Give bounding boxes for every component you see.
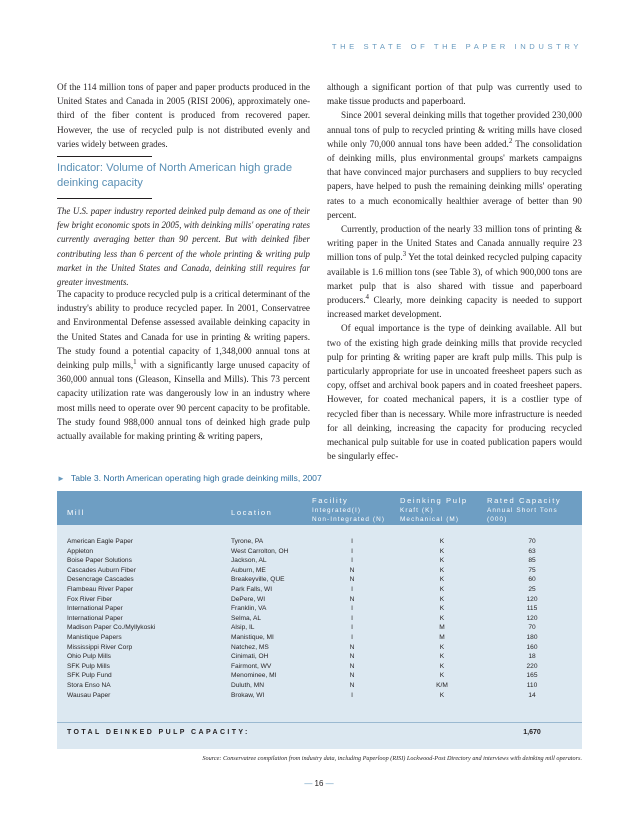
cell-location: Breakeyville, QUE bbox=[231, 576, 285, 584]
table-row bbox=[57, 585, 582, 595]
header-capacity-sub2: (000) bbox=[487, 516, 508, 523]
right-paragraph-2 bbox=[327, 108, 582, 222]
footnote-4: 4 bbox=[365, 292, 370, 301]
header-mill: Mill bbox=[67, 508, 85, 517]
cell-deinking: K bbox=[439, 614, 445, 622]
cell-facility: I bbox=[351, 624, 353, 632]
cell-facility: I bbox=[351, 557, 353, 565]
cell-mill: International Paper bbox=[67, 605, 123, 613]
page-number bbox=[0, 779, 638, 788]
table-row bbox=[57, 566, 582, 576]
right-p2-text-a: Since 2001 several deinking mills that together provided 230,000 annual tons of pulp to recycled printing & writing mills have closed while only 70,000 annual tons have been added. bbox=[327, 110, 582, 149]
cell-mill: Fox River Fiber bbox=[67, 595, 113, 603]
cell-facility: I bbox=[351, 605, 353, 613]
cell-capacity: 85 bbox=[528, 557, 536, 565]
cell-mill: Boise Paper Solutions bbox=[67, 557, 132, 565]
indicator-summary: The U.S. paper industry reported deinked pulp demand as one of their few bright economic spots in 2005, with deinking mills' operating rates currently averaging better than 90 percent. But with deinked fiber contributing less than 6 percent of the whole printing & writing pulp market in the United States and Canada, deinking still requires far greater investments. bbox=[57, 206, 310, 288]
table-row bbox=[57, 604, 582, 614]
footnote-1: 1 bbox=[133, 357, 137, 366]
right-paragraph-1: although a significant portion of that pulp was currently used to make tissue products and paperboard. bbox=[327, 82, 582, 107]
cell-mill: Stora Enso NA bbox=[67, 681, 111, 689]
table-row bbox=[57, 623, 582, 633]
header-facility bbox=[312, 496, 385, 525]
cell-facility: I bbox=[351, 691, 353, 699]
cell-location: West Carrolton, OH bbox=[231, 547, 289, 555]
cell-capacity: 60 bbox=[528, 576, 536, 584]
table-row bbox=[57, 595, 582, 605]
right-p2-text-b: The consolidation of deinking mills, plus environmental groups' markets campaigns that have convinced major purchasers and suppliers to buy recycled papers, have helped to push the remaining deinking mills' operating rates to a much economically healthier average of better than 90 percent. bbox=[327, 138, 582, 220]
cell-facility: N bbox=[349, 595, 355, 603]
cell-facility: N bbox=[349, 643, 355, 651]
right-column bbox=[327, 80, 582, 463]
cell-mill: Wausau Paper bbox=[67, 691, 111, 699]
cell-capacity: 75 bbox=[528, 566, 536, 574]
cell-facility: I bbox=[351, 633, 353, 641]
cell-location: Tyrone, PA bbox=[231, 538, 264, 545]
cell-capacity: 115 bbox=[526, 605, 538, 613]
cell-capacity: 180 bbox=[526, 633, 538, 641]
intro-text: Of the 114 million tons of paper and paper products produced in the United States and Canada in 2005 (RISI 2006), approximately one-third of the fiber content is produced from recovered paper. However, the use of recycled pulp is not distributed evenly and varies widely between grades. bbox=[57, 82, 310, 149]
cell-location: Duluth, MN bbox=[231, 681, 264, 689]
cell-capacity: 160 bbox=[526, 643, 538, 651]
cell-facility: N bbox=[349, 662, 355, 670]
left-body-paragraph bbox=[57, 287, 310, 443]
table-row bbox=[57, 537, 582, 547]
cell-location: Franklin, VA bbox=[231, 605, 267, 613]
table-row bbox=[57, 575, 582, 585]
table-row bbox=[57, 643, 582, 653]
cell-facility: I bbox=[351, 538, 353, 545]
cell-deinking: K/M bbox=[436, 681, 448, 689]
cell-capacity: 18 bbox=[528, 653, 536, 661]
footnote-2: 2 bbox=[508, 136, 513, 145]
table-caption-text: Table 3. North American operating high grade deinking mills, 2007 bbox=[70, 473, 322, 483]
cell-capacity: 63 bbox=[528, 547, 536, 555]
cell-capacity: 120 bbox=[526, 614, 538, 622]
footnote-3: 3 bbox=[402, 250, 407, 259]
header-capacity-sub1: Annual Short Tons bbox=[487, 506, 558, 514]
cell-facility: N bbox=[349, 566, 355, 574]
cell-capacity: 120 bbox=[526, 595, 538, 603]
cell-mill: American Eagle Paper bbox=[67, 538, 133, 545]
cell-location: Auburn, ME bbox=[231, 566, 266, 574]
cell-capacity: 110 bbox=[526, 681, 538, 689]
right-p3-text-b: Yet the total deinked recycled pulping capacity available is 1.6 million tons (see Table 3), of which 900,000 tons are market pulp that is also shared with tissue and paperboard producers. bbox=[327, 252, 582, 306]
cell-facility: N bbox=[349, 672, 355, 680]
total-label: TOTAL DEINKED PULP CAPACITY: bbox=[67, 729, 250, 736]
table-row bbox=[57, 652, 582, 662]
cell-deinking: K bbox=[439, 605, 445, 613]
cell-mill: Desencrage Cascades bbox=[67, 576, 134, 584]
page-number-right-dash: — bbox=[323, 779, 334, 788]
table-row bbox=[57, 614, 582, 624]
cell-facility: N bbox=[349, 576, 355, 584]
table-row bbox=[57, 556, 582, 566]
cell-mill: Ohio Pulp Mills bbox=[67, 653, 111, 661]
cell-deinking: M bbox=[439, 624, 445, 632]
cell-location: Park Falls, WI bbox=[231, 585, 273, 593]
table-row bbox=[57, 691, 582, 701]
cell-deinking: K bbox=[439, 662, 445, 670]
indicator-bottom-rule bbox=[57, 198, 152, 199]
table-row bbox=[57, 662, 582, 672]
cell-deinking: M bbox=[439, 633, 445, 641]
table-source-note: Source: Conservatree compilation from industry data, including Paperloop (RISI) Lockwood-Post Directory and interviews with deinking mill operators. bbox=[202, 755, 582, 762]
page-number-left-dash: — bbox=[304, 779, 315, 788]
cell-mill: Appleton bbox=[67, 547, 94, 555]
page-number-value: 16 bbox=[314, 779, 324, 788]
header-deinking-sub1: Kraft (K) bbox=[400, 506, 434, 514]
cell-facility: I bbox=[351, 547, 353, 555]
header-capacity-title: Rated Capacity bbox=[487, 496, 562, 505]
header-deinking-sub2: Mechanical (M) bbox=[400, 516, 460, 523]
cell-capacity: 220 bbox=[526, 662, 538, 670]
cell-location: Fairmont, WV bbox=[231, 662, 272, 670]
cell-location: Cinimati, OH bbox=[231, 653, 269, 661]
header-facility-title: Facility bbox=[312, 496, 349, 505]
cell-capacity: 70 bbox=[528, 624, 536, 632]
table-caption bbox=[57, 473, 322, 483]
cell-mill: Cascades Auburn Fiber bbox=[67, 566, 136, 574]
total-divider bbox=[57, 722, 582, 723]
cell-location: Menominee, MI bbox=[231, 672, 277, 680]
cell-deinking: K bbox=[439, 595, 445, 603]
cell-mill: SFK Pulp Mills bbox=[67, 662, 110, 670]
right-p3-text-c: Clearly, more deinking capacity is needed to support increased market development. bbox=[327, 295, 582, 320]
table-row bbox=[57, 681, 582, 691]
header-deinking-title: Deinking Pulp bbox=[400, 496, 468, 505]
header-facility-sub2: Non-Integrated (N) bbox=[312, 516, 386, 523]
table-row bbox=[57, 547, 582, 557]
running-head: THE STATE OF THE PAPER INDUSTRY bbox=[331, 42, 582, 51]
cell-mill: Flambeau River Paper bbox=[67, 585, 133, 593]
cell-mill: Mississippi River Corp bbox=[67, 643, 133, 651]
table-header bbox=[57, 491, 582, 525]
cell-deinking: K bbox=[439, 576, 445, 584]
right-paragraph-3 bbox=[327, 222, 582, 321]
cell-capacity: 25 bbox=[528, 585, 536, 593]
indicator-heading: Indicator: Volume of North American high grade deinking capacity bbox=[57, 162, 293, 189]
cell-mill: Manistique Papers bbox=[67, 633, 122, 641]
left-body-text-a: The capacity to produce recycled pulp is a critical determinant of the industry's ability to produce recycled paper. In 2001, Conservatree and Environmental Defense assessed available deinking capacity in the United States and Canada for use in printing & writing papers. The study found a potential capacity of 1,348,000 annual tons at deinking pulp mills, bbox=[57, 289, 310, 371]
cell-location: Brokaw, WI bbox=[231, 691, 265, 699]
intro-paragraph bbox=[57, 80, 310, 151]
cell-deinking: K bbox=[439, 566, 445, 574]
cell-deinking: K bbox=[439, 557, 445, 565]
cell-facility: N bbox=[349, 653, 355, 661]
header-deinking bbox=[400, 496, 468, 525]
cell-capacity: 70 bbox=[528, 538, 536, 545]
cell-deinking: K bbox=[439, 643, 445, 651]
cell-deinking: K bbox=[439, 538, 445, 545]
cell-deinking: K bbox=[439, 585, 445, 593]
cell-mill: International Paper bbox=[67, 614, 123, 622]
cell-facility: I bbox=[351, 585, 353, 593]
header-facility-sub1: Integrated(I) bbox=[312, 506, 362, 514]
cell-deinking: K bbox=[439, 672, 445, 680]
table-row bbox=[57, 633, 582, 643]
deinking-mills-table bbox=[57, 491, 582, 749]
right-p3-text-a: Currently, production of the nearly 33 million tons of printing & writing paper in the United States and Canada annually require 23 million tons of pulp. bbox=[327, 224, 582, 263]
indicator-top-rule bbox=[57, 156, 152, 157]
cell-location: Natchez, MS bbox=[231, 643, 269, 651]
table-row bbox=[57, 671, 582, 681]
total-value: 1,670 bbox=[523, 729, 541, 736]
cell-deinking: K bbox=[439, 653, 445, 661]
cell-deinking: K bbox=[439, 691, 445, 699]
cell-facility: I bbox=[351, 614, 353, 622]
left-body-text-b: with a significantly large unused capacity of 360,000 annual tons (Gleason, Kinsella and Mills). This 73 percent capacity utilization rate was dangerously low in an industry where most mills need to operate over 90 percent capacity to be profitable. The study found 988,000 annual tons of deinked high grade pulp actually available for making printing & writing papers, bbox=[57, 360, 310, 442]
cell-mill: SFK Pulp Fund bbox=[67, 672, 112, 680]
right-paragraph-4: Of equal importance is the type of deinking available. All but two of the existing high grade deinking mills that provide recycled pulp for printing & writing paper are kraft pulp mills. This pulp is particularly appropriate for use in uncoated freesheet papers such as copy, offset and archival book papers and in coated freesheet papers. However, for coated mechanical papers, it is a costlier type of recycled fiber than is necessary. While more infrastructure is needed for all deinking, increasing the capacity for producing recycled mechanical pulp suitable for use in coated publication papers would be singularly effec- bbox=[327, 323, 582, 462]
cell-capacity: 14 bbox=[528, 691, 536, 699]
cell-facility: N bbox=[349, 681, 355, 689]
header-capacity bbox=[487, 496, 561, 525]
cell-location: Selma, AL bbox=[231, 614, 262, 622]
cell-mill: Madison Paper Co./Myllykoski bbox=[67, 624, 156, 632]
cell-location: Alsip, IL bbox=[231, 624, 255, 632]
cell-location: Manistique, MI bbox=[231, 633, 274, 641]
cell-location: DePere, WI bbox=[231, 595, 266, 603]
cell-location: Jackson, AL bbox=[231, 557, 267, 565]
cell-capacity: 165 bbox=[526, 672, 538, 680]
cell-deinking: K bbox=[439, 547, 445, 555]
header-location: Location bbox=[231, 508, 273, 517]
table-body bbox=[57, 537, 582, 700]
caption-arrow-icon: ► bbox=[57, 474, 65, 483]
